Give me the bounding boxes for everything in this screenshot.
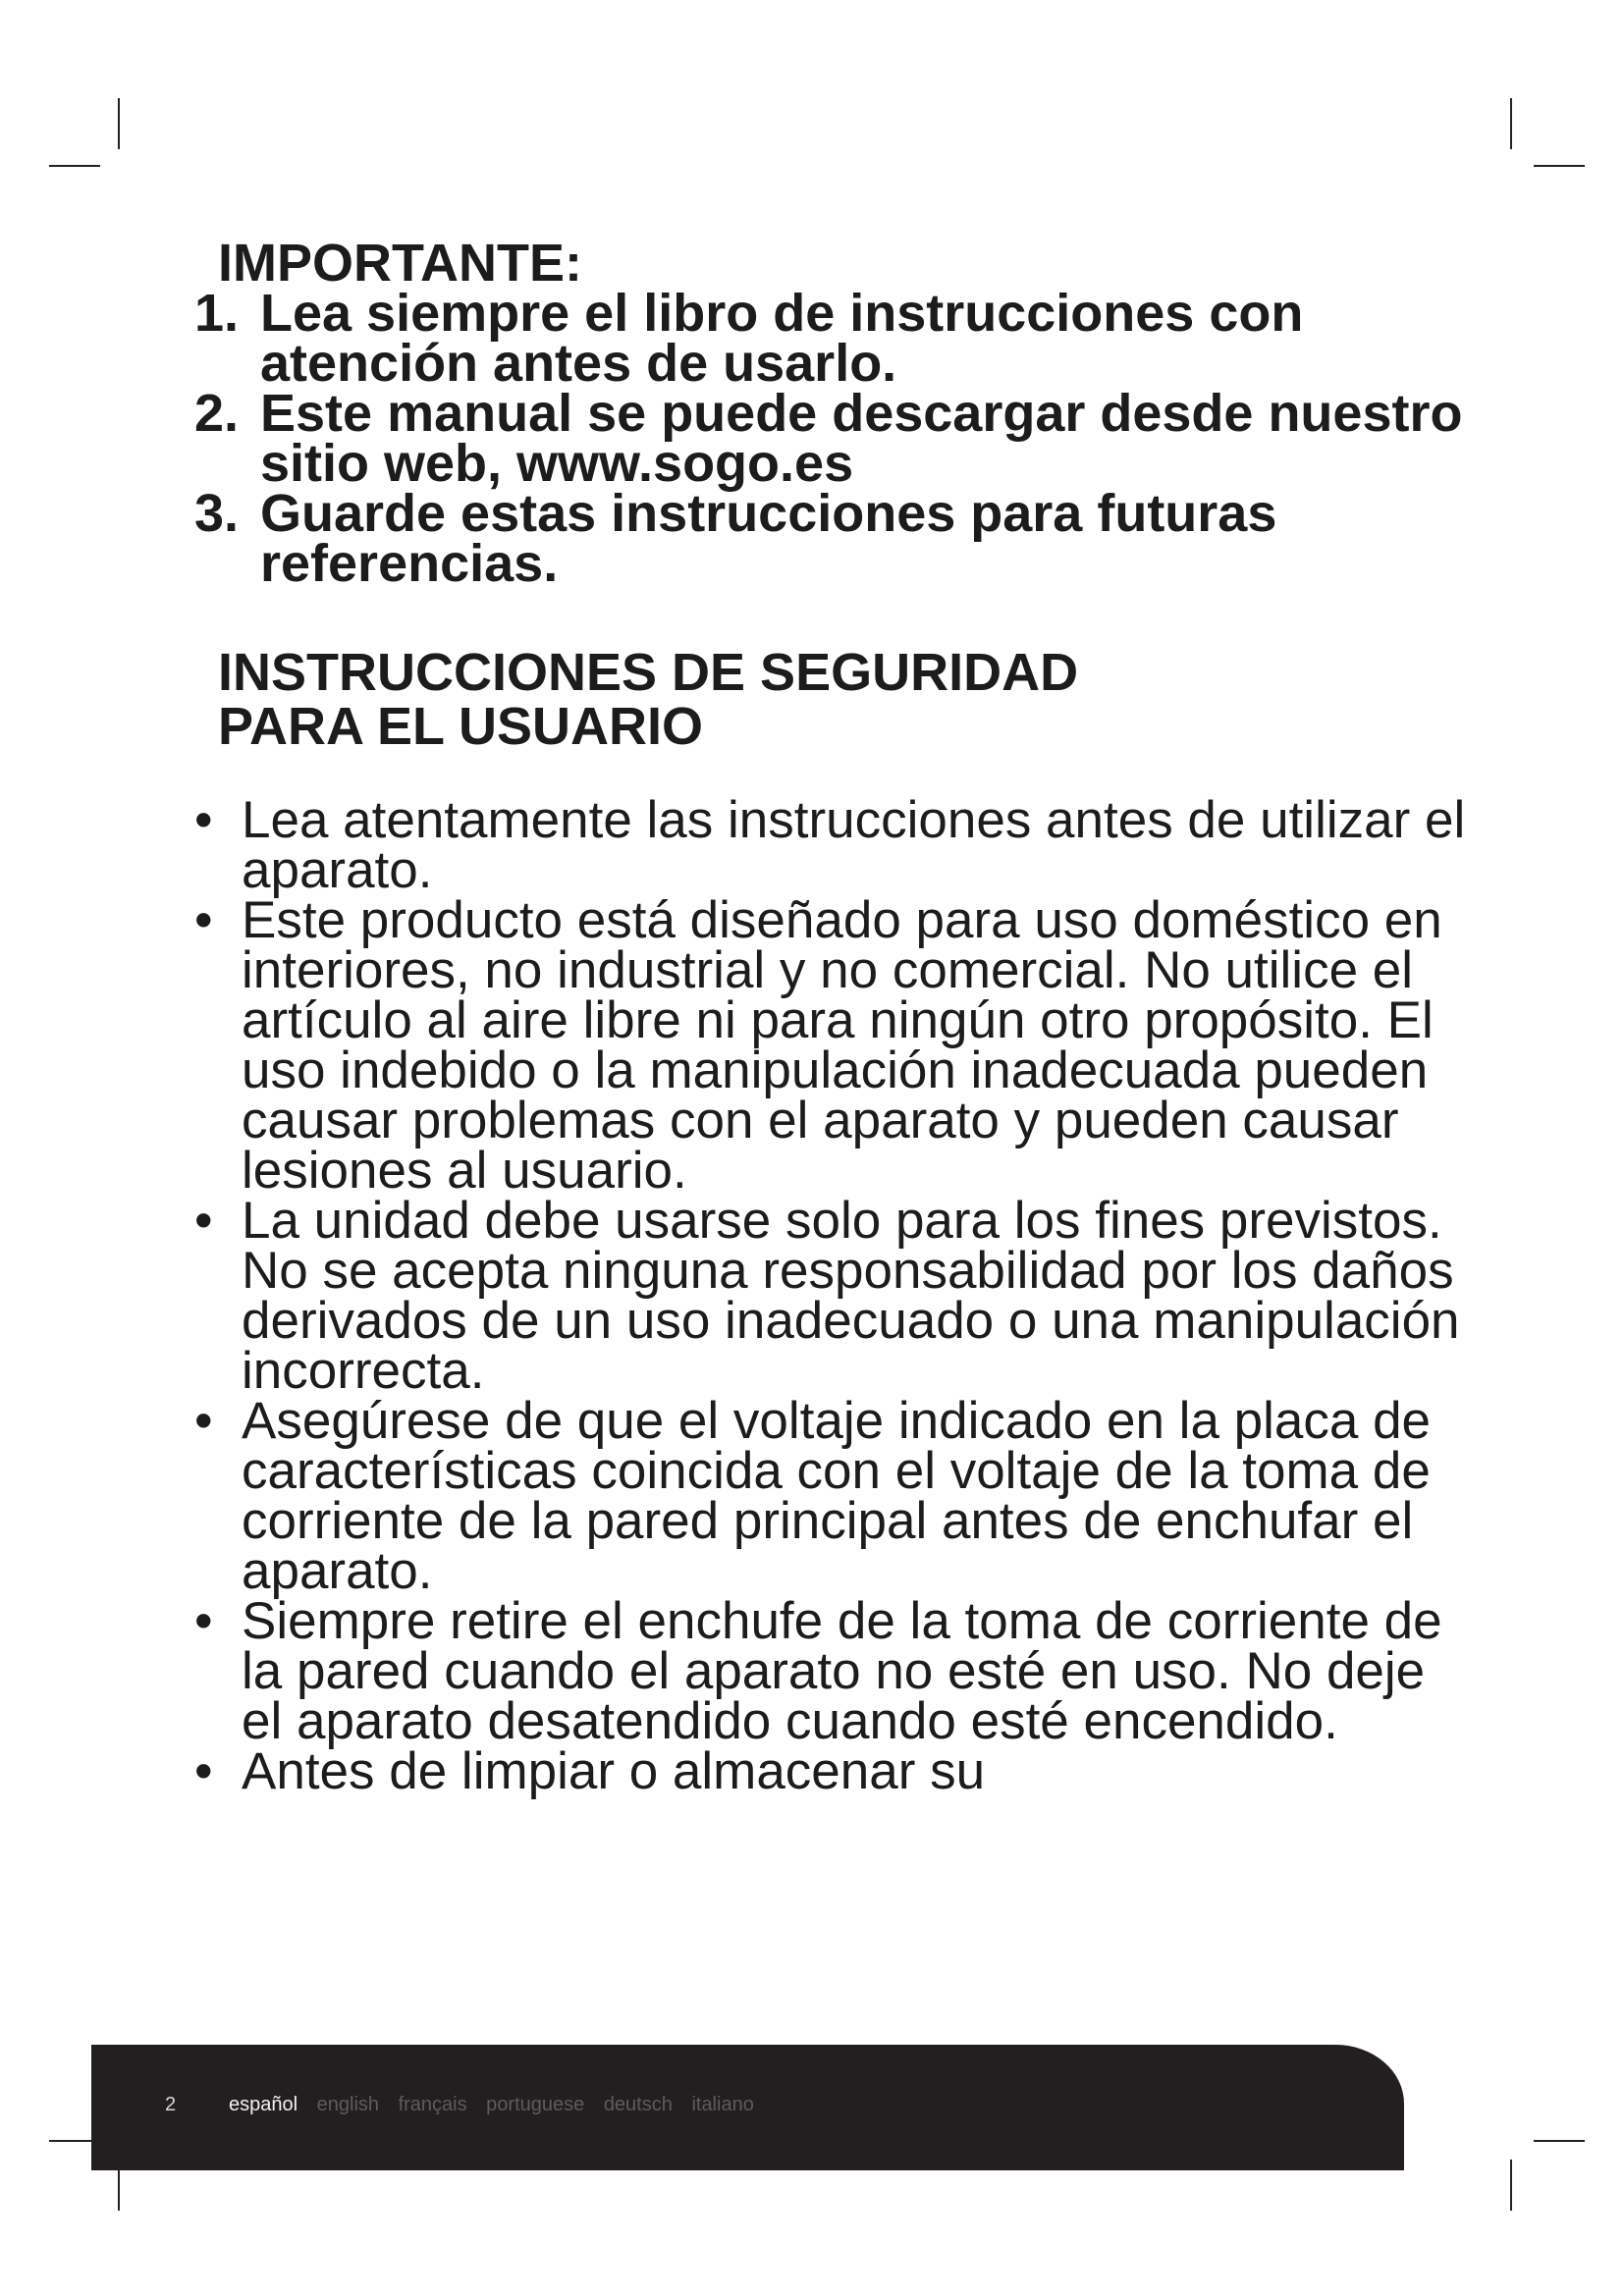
page-number: 2 [165,2094,177,2115]
safety-heading-line1: INSTRUCCIONES DE SEGURIDAD [218,643,1079,702]
item-text: Este producto está diseñado para uso doméstico en interiores, no industrial y no comercial. No utilice el artículo al aire libre ni para ningún otro propósito. El uso indebido o la manipulación inadecuada pueden causar problemas con el aparato y pueden causar lesiones al usuario. [242,891,1442,1200]
item-number: 2. [194,384,240,443]
bullet-icon: • [194,1742,213,1800]
language-link-deutsch[interactable]: deutsch [603,2094,673,2115]
list-item [194,384,1471,493]
crop-mark [1510,2160,1512,2211]
crop-mark [118,98,120,149]
item-text: Lea atentamente las instrucciones antes de utilizar el aparato. [242,791,1466,899]
language-link-english[interactable]: english [316,2094,380,2115]
crop-mark [1534,165,1585,167]
list-item [194,791,1471,899]
item-number: 3. [194,484,240,543]
list-item [194,1592,1471,1750]
bullet-icon: • [194,1392,213,1450]
item-text: Antes de limpiar o almacenar su [242,1742,986,1800]
list-item [194,1742,1471,1800]
bullet-icon: • [194,891,213,949]
list-item [194,891,1471,1200]
crop-mark [1534,2140,1585,2142]
language-link-espanol[interactable]: español [229,2094,298,2115]
item-text: Guarde estas instrucciones para futuras referencias. [260,484,1277,593]
language-nav [229,2094,768,2116]
language-link-portuguese[interactable]: portuguese [486,2094,585,2115]
language-link-francais[interactable]: français [398,2094,467,2115]
item-text: Este manual se puede descargar desde nuestro sitio web, www.sogo.es [260,384,1463,493]
crop-mark [49,165,100,167]
important-list [194,284,1471,593]
safety-heading-line2: PARA EL USUARIO [218,697,704,756]
item-number: 1. [194,284,240,343]
footer-bar [91,2045,1404,2170]
list-item [194,1192,1471,1400]
list-item [194,484,1471,593]
crop-mark [1510,98,1512,149]
safety-heading [218,643,1079,756]
important-heading: IMPORTANTE: [218,234,582,293]
item-text: Asegúrese de que el voltaje indicado en la placa de características coincida con el voltaje de la toma de corriente de la pared principal antes de enchufar el aparato. [242,1392,1432,1600]
language-link-italiano[interactable]: italiano [691,2094,754,2115]
item-text: Lea siempre el libro de instrucciones con atención antes de usarlo. [260,284,1304,393]
safety-list [194,791,1471,1800]
item-text: Siempre retire el enchufe de la toma de corriente de la pared cuando el aparato no esté en uso. No deje el aparato desatendido cuando esté encendido. [242,1592,1442,1750]
bullet-icon: • [194,791,213,849]
item-text: La unidad debe usarse solo para los fines previstos. No se acepta ninguna responsabilidad por los daños derivados de un uso inadecuado o una manipulación incorrecta. [242,1192,1460,1400]
list-item [194,284,1471,393]
bullet-icon: • [194,1192,213,1250]
list-item [194,1392,1471,1600]
bullet-icon: • [194,1592,213,1650]
